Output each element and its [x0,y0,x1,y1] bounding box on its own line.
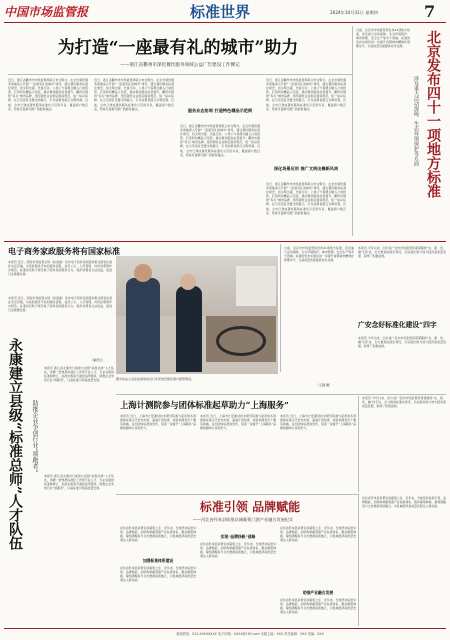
lead-subheading-2: 深化场景应用 推广文明出餐新风尚 [273,166,339,171]
ecommerce-body: 本报讯 近日，国家市场监管总局（标准委）发布电子商务家政服务相关国家标准征求意见稿，对家政服务平台的服务流程、信息公示、人员管理、纠纷处理等作出规范。标准将有助于规范电子商务家政服务行为，保护消费者合法权益，促进行业健康发展。 [8,260,112,277]
footer-info: 新闻热线：010-XXXXXXXX 电子信箱：XXXX@163.com 本版主编：XXX 责任编辑：XXX 美编：XXX [176,632,324,636]
lead-body-col4b: 近日，浙江省衢州市市场监管局联合市文明办，在全市餐饮服务领域深入开展“一座最有礼的城市”建设，通过餐饮服务标准化建设，将文明出餐、光盘行动、公筷公勺等理念融入日常经营，打造特色精品示范街，推动餐饮服务质量提升。衢州市围绕“有礼”城市品牌，组织餐饮企业制定服务规范，统一标识标牌，在示范街区设置文明提示，引导消费者践行文明用餐。目前，全市已建成餐饮服务标准化示范街多条，覆盖商户数百家，形成可复制可推广的经验做法。 [266,182,346,215]
right-bottom-body: 河北省怀来县是著名的葡萄之乡，近年来，当地坚持标准引领、品牌赋能，加快构建葡萄酒产业标准体系，推动葡萄种植、葡萄酒酿造与文化旅游深度融合，为县域经济高质量发展注入新动能。 [362,496,446,509]
page-number: 7 [424,2,436,21]
ecommerce-body-2: 本报讯 近日，国家市场监管总局（标准委）发布电子商务家政服务相关国家标准征求意见稿，对家政服务平台的服务流程、信息公示、人员管理、纠纷处理等作出规范。标准将有助于规范电子商务家政服务行为，保护消费者合法权益，促进行业健康发展。 [8,296,112,313]
yongkang-subtitle: 助推企业争创行业“领跑者” [31,400,38,473]
beijing-title: 北京发布四十一项地方标准 [425,30,441,198]
issue-date: 2024年10月31日 星期四 [330,10,378,15]
lead-body-col3: 近日，浙江省衢州市市场监管局联合市文明办，在全市餐饮服务领域深入开展“一座最有礼的城市”建设，通过餐饮服务标准化建设，将文明出餐、光盘行动、公筷公勺等理念融入日常经营，打造特色精品示范街，推动餐饮服务质量提升。衢州市围绕“有礼”城市品牌，组织餐饮企业制定服务规范，统一标识标牌，在示范街区设置文明提示，引导消费者践行文明用餐。目前，全市已建成餐饮服务标准化示范街多条，覆盖商户数百家，形成可复制可推广的经验做法。 [180,124,260,157]
yongkang-title: 永康建立县级“标准总师”人才队伍 [7,338,23,551]
shanghai-body: 本报讯 近日，上海市计量测试技术研究院参与起草的多项团体标准正式发布实施，涵盖计量校准、检验检测等多个服务领域。这些团体标准的发布，将进一步提升“上海服务”品牌的影响力和竞争力。 [120,414,196,431]
guangan-body: 本报讯 今年以来，四川省广安市市场监管局紧紧围绕“实、新、优、融”四字诀，全力推进标准化建设，以标准化助力地方经济高质量发展，取得了积极成效。 [358,336,446,349]
masthead-logo: 中国市场监管报 [4,5,89,19]
huailai-body-3: 河北省怀来县是著名的葡萄之乡，近年来，当地坚持标准引领、品牌赋能，加快构建葡萄酒产业标准体系，推动葡萄种植、葡萄酒酿造与文化旅游深度融合，为县域经济高质量发展注入新动能。 [200,542,276,559]
shanghai-body-3: 本报讯 近日，上海市计量测试技术研究院参与起草的多项团体标准正式发布实施，涵盖计量校准、检验检测等多个服务领域。这些团体标准的发布，将进一步提升“上海服务”品牌的影响力和竞争力。 [280,414,356,431]
yongkang-body: 本报讯 浙江省永康市日前建立县级“标准总师”人才队伍，选聘一批熟悉标准化工作的专业人才，为企业提供标准制修订、标准实施等方面的指导服务，助推企业争创行业“领跑者”，以高标准引领高质量发展。 [44,366,114,383]
yongkang-body-b: 本报讯 浙江省永康市日前建立县级“标准总师”人才队伍，选聘一批熟悉标准化工作的专业人才，为企业提供标准制修订、标准实施等方面的指导服务，助推企业争创行业“领跑者”，以高标准引领高质量发展。 [44,474,114,491]
huailai-body: 河北省怀来县是著名的葡萄之乡，近年来，当地坚持标准引领、品牌赋能，加快构建葡萄酒产业标准体系，推动葡萄种植、葡萄酒酿造与文化旅游深度融合，为县域经济高质量发展注入新动能。 [120,526,196,543]
huailai-body-4: 河北省怀来县是著名的葡萄之乡，近年来，当地坚持标准引领、品牌赋能，加快构建葡萄酒产业标准体系，推动葡萄种植、葡萄酒酿造与文化旅游深度融合，为县域经济高质量发展注入新动能。 [280,526,356,543]
huailai-title: 标准引领 品牌赋能 [199,500,301,514]
lead-body-col4: 近日，浙江省衢州市市场监管局联合市文明办，在全市餐饮服务领域深入开展“一座最有礼的城市”建设，通过餐饮服务标准化建设，将文明出餐、光盘行动、公筷公勺等理念融入日常经营，打造特色精品示范街，推动餐饮服务质量提升。衢州市围绕“有礼”城市品牌，组织餐饮企业制定服务规范，统一标识标牌，在示范街区设置文明提示，引导消费者践行文明用餐。目前，全市已建成餐饮服务标准化示范街多条，覆盖商户数百家，形成可复制可推广的经验做法。 [266,78,346,111]
photo-caption: 图为执法人员在检查电动自行车充电设施及商户经营情况。 [116,377,195,381]
inspection-photo [116,256,278,374]
lead-title: 为打造“一座最有礼的城市”助力 [57,38,299,58]
lead-body-col2: 近日，浙江省衢州市市场监管局联合市文明办，在全市餐饮服务领域深入开展“一座最有礼的城市”建设，通过餐饮服务标准化建设，将文明出餐、光盘行动、公筷公勺等理念融入日常经营，打造特色精品示范街，推动餐饮服务质量提升。衢州市围绕“有礼”城市品牌，组织餐饮企业制定服务规范，统一标识标牌，在示范街区设置文明提示，引导消费者践行文明用餐。目前，全市已建成餐饮服务标准化示范街多条，覆盖商户数百家，形成可复制可推广的经验做法。 [94,78,174,111]
huailai-subheading-3: 助推产业融合发展 [302,590,334,595]
guangan-body-c: 本报讯 今年以来，四川省广安市市场监管局紧紧围绕“实、新、优、融”四字诀，全力推进标准化建设，以标准化助力地方经济高质量发展，取得了积极成效。 [362,396,446,409]
shanghai-body-2: 本报讯 近日，上海市计量测试技术研究院参与起草的多项团体标准正式发布实施，涵盖计量校准、检验检测等多个服务领域。这些团体标准的发布，将进一步提升“上海服务”品牌的影响力和竞争力。 [200,414,276,431]
beijing-body-a: 日前，北京市市场监管局发布41项地方标准，涉及重大活动保障、生态环境保护、城市管理、安全生产等多个领域。标准的发布实施将进一步提升首都城市精细化管理水平，为高质量发展提供技术支撑。 [356,28,410,49]
photo-credit: （王越 摄） [316,383,332,387]
guangan-body-b: 本报讯 今年以来，四川省广安市市场监管局紧紧围绕“实、新、优、融”四字诀，全力推进标准化建设，以标准化助力地方经济高质量发展，取得了积极成效。 [358,246,446,259]
huailai-subtitle: ——河北省怀来县助推县城葡萄门酒产业融合发展纪实 [192,517,294,522]
huailai-subheading-1: 加强标准体系建设 [142,558,174,563]
guangan-title: 广安念好标准化建设“四字 [358,321,437,329]
shanghai-title: 上海计测院参与团体标准起草助力“上海服务” [120,400,289,410]
huailai-subheading-2: 实现“品牌扬帆”战略 [220,534,256,539]
masthead-rule [4,22,446,23]
lead-body-col1: 近日，浙江省衢州市市场监管局联合市文明办，在全市餐饮服务领域深入开展“一座最有礼的城市”建设，通过餐饮服务标准化建设，将文明出餐、光盘行动、公筷公勺等理念融入日常经营，打造特色精品示范街，推动餐饮服务质量提升。衢州市围绕“有礼”城市品牌，组织餐饮企业制定服务规范，统一标识标牌，在示范街区设置文明提示，引导消费者践行文明用餐。目前，全市已建成餐饮服务标准化示范街多条，覆盖商户数百家，形成可复制可推广的经验做法。 [8,78,88,111]
ecommerce-credit: （潘君达） [90,358,106,362]
huailai-body-2: 河北省怀来县是著名的葡萄之乡，近年来，当地坚持标准引领、品牌赋能，加快构建葡萄酒产业标准体系，推动葡萄种植、葡萄酒酿造与文化旅游深度融合，为县域经济高质量发展注入新动能。 [120,566,196,583]
lead-subtitle: ——浙江省衢州市深化餐饮服务领域公益广告建设工作侧记 [120,63,240,68]
lead-subheading-1: 服务业态协同 打造特色精品示范街 [187,108,253,113]
huailai-body-5: 河北省怀来县是著名的葡萄之乡，近年来，当地坚持标准引领、品牌赋能，加快构建葡萄酒产业标准体系，推动葡萄种植、葡萄酒酿造与文化旅游深度融合，为县域经济高质量发展注入新动能。 [280,598,356,615]
beijing-subtitle: 涉及重大活动保障、生态环境保护等方面 [413,76,419,166]
section-title: 标准世界 [190,3,251,21]
beijing-body-b: 日前，北京市市场监管局发布41项地方标准，涉及重大活动保障、生态环境保护、城市管理、安全生产等多个领域。标准的发布实施将进一步提升首都城市精细化管理水平，为高质量发展提供技术支撑。 [284,246,354,263]
ecommerce-title: 电子商务家政服务将有国家标准 [8,246,120,256]
